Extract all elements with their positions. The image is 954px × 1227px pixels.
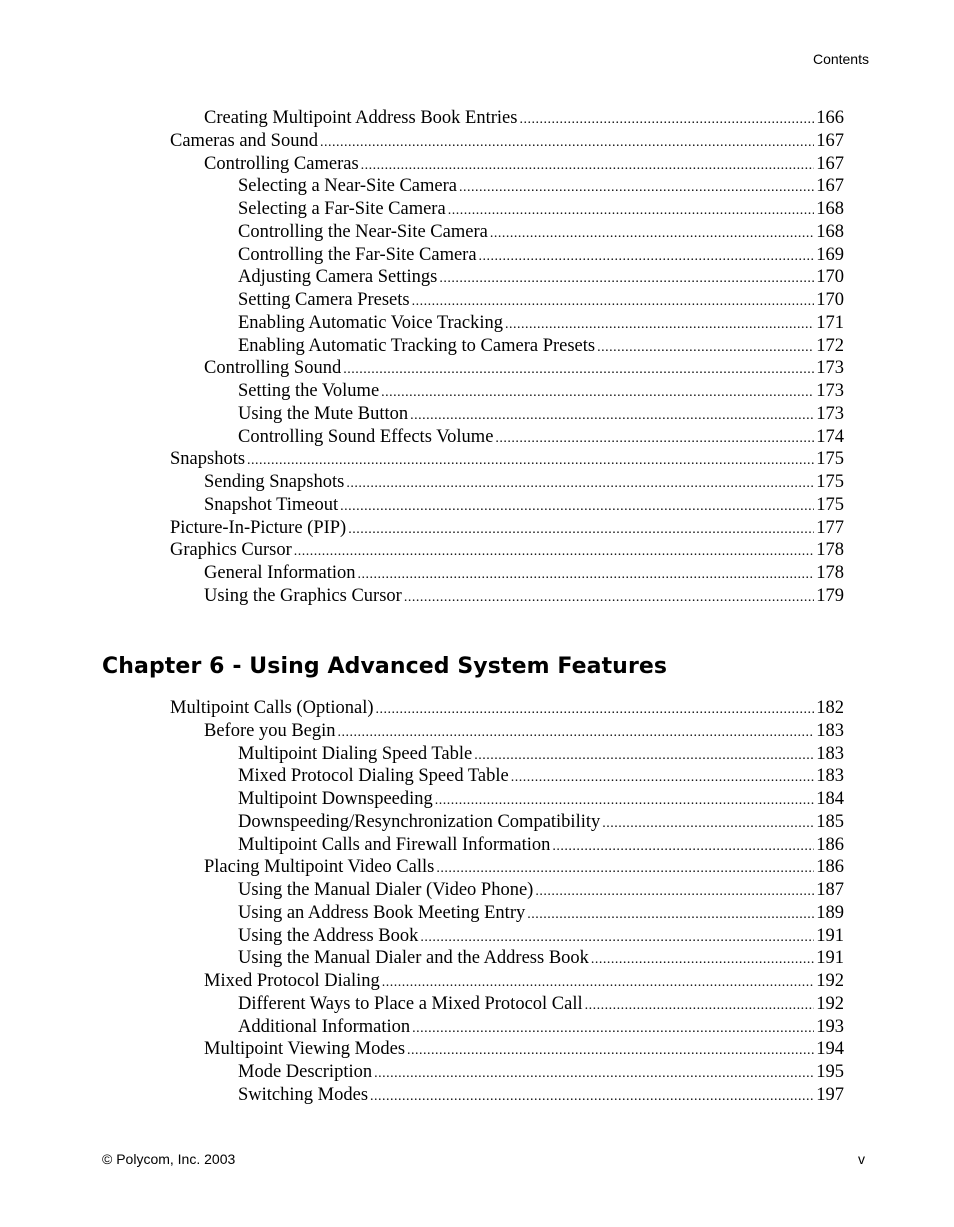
- dot-leader: [346, 471, 814, 496]
- toc-entry[interactable]: [170, 312, 844, 335]
- dot-leader: [505, 312, 814, 337]
- toc-entry-page[interactable]: 186: [816, 857, 844, 878]
- toc-entry[interactable]: [170, 1084, 844, 1107]
- toc-entry-page[interactable]: 191: [816, 948, 844, 969]
- toc-entry[interactable]: [170, 517, 844, 540]
- dot-leader: [407, 1038, 814, 1063]
- toc-entry-title[interactable]: Multipoint Dialing Speed Table: [238, 743, 473, 764]
- toc-entry-page[interactable]: 197: [816, 1084, 844, 1105]
- toc-entry-title[interactable]: Creating Multipoint Address Book Entries: [204, 108, 518, 128]
- dot-leader: [374, 1061, 814, 1086]
- toc-entry-title[interactable]: Cameras and Sound: [170, 130, 318, 151]
- toc-entry-title[interactable]: Snapshot Timeout: [204, 494, 339, 515]
- toc-entry-page[interactable]: 187: [816, 880, 844, 900]
- toc-entry-title[interactable]: Switching Modes: [238, 1084, 369, 1105]
- dot-leader: [381, 380, 814, 405]
- toc-entry[interactable]: [170, 697, 844, 720]
- toc-entry-page[interactable]: 189: [816, 902, 844, 923]
- dot-leader: [436, 856, 814, 881]
- dot-leader: [370, 1084, 814, 1109]
- toc-entry[interactable]: [170, 198, 844, 221]
- toc-entry-page[interactable]: 171: [816, 312, 844, 333]
- dot-leader: [597, 335, 814, 360]
- dot-leader: [535, 879, 814, 904]
- toc-entry-page[interactable]: 183: [816, 720, 844, 741]
- dot-leader: [435, 788, 814, 813]
- dot-leader: [348, 517, 814, 542]
- toc-entry-page[interactable]: 167: [816, 176, 844, 197]
- toc-entry[interactable]: [170, 380, 844, 403]
- toc-entry-page[interactable]: 168: [816, 199, 844, 219]
- toc-entry-page[interactable]: 174: [816, 426, 844, 447]
- toc-entry[interactable]: [170, 357, 844, 380]
- toc-entry[interactable]: [170, 403, 844, 426]
- dot-leader: [490, 221, 814, 246]
- toc-entry-page[interactable]: 177: [816, 517, 844, 538]
- toc-entry-page[interactable]: 185: [816, 811, 844, 832]
- toc-entry-title[interactable]: Controlling Cameras: [204, 153, 359, 174]
- dot-leader: [404, 585, 814, 610]
- toc-entry-page[interactable]: 192: [816, 993, 844, 1014]
- toc-entry[interactable]: [170, 494, 844, 517]
- toc-entry[interactable]: [170, 130, 844, 153]
- dot-leader: [602, 811, 814, 836]
- toc-entry-title[interactable]: Multipoint Downspeeding: [238, 789, 433, 809]
- toc-entry[interactable]: [170, 153, 844, 176]
- toc-entry-title[interactable]: Enabling Automatic Tracking to Camera Presets: [238, 335, 596, 356]
- toc-entry-title[interactable]: Different Ways to Place a Mixed Protocol Call: [238, 993, 583, 1014]
- dot-leader: [247, 448, 814, 473]
- toc-entry[interactable]: [170, 720, 844, 743]
- toc-entry[interactable]: [170, 244, 844, 267]
- toc-entry-title[interactable]: Using the Graphics Cursor: [204, 585, 402, 606]
- toc-entry-title[interactable]: Controlling the Far-Site Camera: [238, 244, 477, 265]
- dot-leader: [358, 562, 815, 587]
- toc-entry-page[interactable]: 183: [816, 743, 844, 764]
- toc-entry-title[interactable]: Graphics Cursor: [170, 540, 292, 561]
- dot-leader: [338, 720, 815, 745]
- dot-leader: [527, 902, 814, 927]
- dot-leader: [519, 107, 814, 132]
- toc-entry-title[interactable]: Mode Description: [238, 1062, 373, 1082]
- toc-entry-page[interactable]: 175: [816, 494, 844, 515]
- toc-entry-page[interactable]: 183: [816, 766, 844, 787]
- dot-leader: [439, 266, 814, 291]
- toc-entry-title[interactable]: Picture-In-Picture (PIP): [170, 517, 347, 538]
- toc-entry[interactable]: [170, 448, 844, 471]
- toc-entry[interactable]: [170, 221, 844, 244]
- toc-entry-page[interactable]: 194: [816, 1039, 844, 1060]
- toc-entry-page[interactable]: 175: [816, 449, 844, 470]
- toc-entry-title[interactable]: Using the Manual Dialer (Video Phone): [238, 880, 534, 900]
- toc-entry-title[interactable]: Using the Address Book: [238, 925, 419, 946]
- toc-entry[interactable]: [170, 788, 844, 811]
- toc-entry[interactable]: [170, 993, 844, 1016]
- toc-entry[interactable]: [170, 266, 844, 289]
- dot-leader: [552, 834, 814, 859]
- toc-entry-page[interactable]: 175: [816, 472, 844, 492]
- toc-entry-title[interactable]: Enabling Automatic Voice Tracking: [238, 312, 503, 333]
- toc-entry-title[interactable]: Adjusting Camera Settings: [238, 267, 438, 288]
- dot-leader: [479, 244, 815, 269]
- toc-entry[interactable]: [170, 834, 844, 857]
- toc-entry[interactable]: [170, 925, 844, 948]
- dot-leader: [294, 539, 814, 564]
- toc-entry-title[interactable]: Multipoint Calls and Firewall Information: [238, 834, 551, 855]
- toc-entry-title[interactable]: Selecting a Far-Site Camera: [238, 199, 446, 219]
- toc-entry-page[interactable]: 184: [816, 789, 844, 809]
- toc-entry-title[interactable]: Before you Begin: [204, 720, 336, 741]
- toc-entry-page[interactable]: 170: [816, 267, 844, 288]
- toc-list-part2: [170, 697, 844, 1107]
- toc-entry[interactable]: [170, 902, 844, 925]
- dot-leader: [343, 357, 814, 382]
- toc-entry-title[interactable]: Selecting a Near-Site Camera: [238, 176, 457, 197]
- toc-entry-title[interactable]: Controlling the Near-Site Camera: [238, 221, 488, 242]
- dot-leader: [459, 175, 814, 200]
- dot-leader: [376, 697, 815, 722]
- toc-entry-page[interactable]: 173: [816, 358, 844, 379]
- toc-entry[interactable]: [170, 471, 844, 494]
- toc-entry-page[interactable]: 172: [816, 335, 844, 356]
- toc-entry-title[interactable]: Controlling Sound Effects Volume: [238, 426, 494, 447]
- toc-entry-page[interactable]: 167: [816, 153, 844, 174]
- dot-leader: [420, 925, 814, 950]
- toc-entry-page[interactable]: 166: [816, 108, 844, 128]
- toc-entry-title[interactable]: Sending Snapshots: [204, 472, 345, 492]
- toc-entry[interactable]: [170, 335, 844, 358]
- toc-entry[interactable]: [170, 539, 844, 562]
- toc-entry-page[interactable]: 178: [816, 540, 844, 561]
- toc-entry[interactable]: [170, 970, 844, 993]
- toc-entry-title[interactable]: Additional Information: [238, 1016, 411, 1037]
- toc-entry-title[interactable]: Using an Address Book Meeting Entry: [238, 902, 526, 923]
- footer-copyright: © Polycom, Inc. 2003: [102, 1151, 236, 1167]
- toc-entry-title[interactable]: Multipoint Calls (Optional): [170, 698, 374, 718]
- toc-entry-page[interactable]: 168: [816, 221, 844, 242]
- toc-entry-page[interactable]: 170: [816, 290, 844, 310]
- toc-entry-title[interactable]: Setting the Volume: [238, 381, 380, 401]
- dot-leader: [495, 426, 814, 451]
- dot-leader: [448, 198, 815, 223]
- toc-entry[interactable]: [170, 289, 844, 312]
- toc-entry[interactable]: [170, 765, 844, 788]
- toc-entry[interactable]: [170, 562, 844, 585]
- toc-entry-page[interactable]: 173: [816, 403, 844, 424]
- dot-leader: [585, 993, 815, 1018]
- toc-entry-page[interactable]: 192: [816, 971, 844, 991]
- toc-entry-title[interactable]: Downspeeding/Resynchronization Compatibility: [238, 811, 601, 832]
- toc-entry[interactable]: [170, 426, 844, 449]
- toc-entry[interactable]: [170, 175, 844, 198]
- toc-entry-title[interactable]: Placing Multipoint Video Calls: [204, 857, 435, 878]
- toc-entry[interactable]: [170, 879, 844, 902]
- toc-entry[interactable]: [170, 743, 844, 766]
- toc-entry-title[interactable]: Setting Camera Presets: [238, 290, 410, 310]
- toc-entry[interactable]: [170, 1038, 844, 1061]
- dot-leader: [591, 947, 814, 972]
- toc-entry-title[interactable]: Using the Manual Dialer and the Address Book: [238, 948, 589, 969]
- toc-entry-title[interactable]: Mixed Protocol Dialing Speed Table: [238, 766, 509, 787]
- toc-entry[interactable]: [170, 856, 844, 879]
- toc-entry-page[interactable]: 169: [816, 244, 844, 265]
- dot-leader: [511, 765, 815, 790]
- chapter-heading[interactable]: Chapter 6 - Using Advanced System Features: [102, 654, 668, 679]
- toc-entry-title[interactable]: Snapshots: [170, 449, 246, 470]
- toc-entry-page[interactable]: 167: [816, 130, 844, 151]
- toc-entry-page[interactable]: 178: [816, 563, 844, 583]
- toc-entry[interactable]: [170, 585, 844, 608]
- toc-entry[interactable]: [170, 1061, 844, 1084]
- dot-leader: [320, 130, 814, 155]
- toc-entry-page[interactable]: 179: [816, 585, 844, 606]
- toc-entry-page[interactable]: 182: [816, 698, 844, 718]
- toc-entry-page[interactable]: 195: [816, 1062, 844, 1082]
- toc-entry[interactable]: [170, 107, 844, 130]
- dot-leader: [340, 494, 814, 519]
- toc-entry-title[interactable]: Using the Mute Button: [238, 403, 409, 424]
- toc-entry-title[interactable]: Multipoint Viewing Modes: [204, 1039, 406, 1060]
- dot-leader: [412, 289, 815, 314]
- toc-entry[interactable]: [170, 1016, 844, 1039]
- dot-leader: [382, 970, 815, 995]
- toc-entry[interactable]: [170, 947, 844, 970]
- toc-entry-page[interactable]: 191: [816, 925, 844, 946]
- footer-page-number: v: [858, 1151, 865, 1167]
- toc-entry-title[interactable]: Controlling Sound: [204, 358, 342, 379]
- dot-leader: [361, 153, 815, 178]
- dot-leader: [412, 1016, 814, 1041]
- toc-entry-title[interactable]: Mixed Protocol Dialing: [204, 971, 380, 991]
- dot-leader: [410, 403, 814, 428]
- running-header: Contents: [812, 51, 869, 67]
- toc-entry-page[interactable]: 173: [816, 381, 844, 401]
- toc-list-part1: [170, 107, 844, 608]
- dot-leader: [474, 743, 814, 768]
- toc-entry[interactable]: [170, 811, 844, 834]
- toc-entry-title[interactable]: General Information: [204, 563, 356, 583]
- toc-entry-page[interactable]: 186: [816, 834, 844, 855]
- toc-entry-page[interactable]: 193: [816, 1016, 844, 1037]
